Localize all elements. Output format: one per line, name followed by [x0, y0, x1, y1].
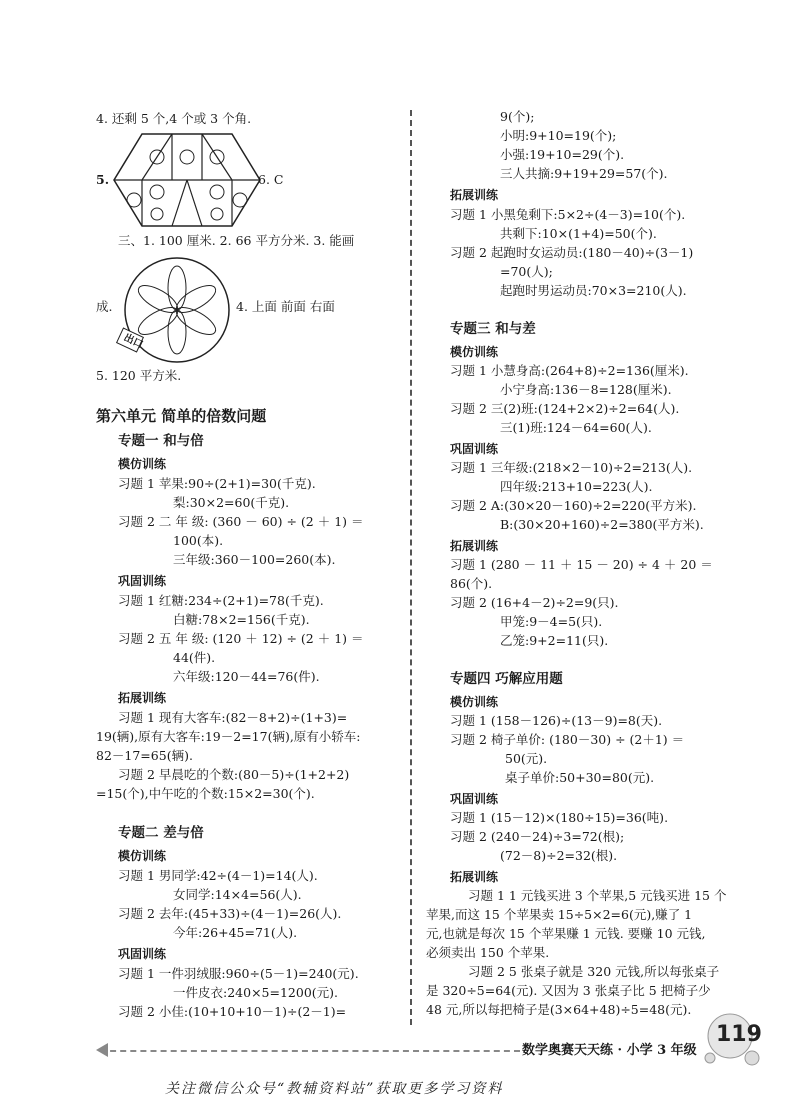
text-line: 三年级:360－100=260(本). — [173, 552, 336, 567]
text-line: 习题 2 5 张桌子就是 320 元钱,所以每张桌子 — [468, 964, 720, 979]
flower-circle-figure — [115, 254, 235, 374]
text-line: 习题 2 A:(30×20－160)÷2=220(平方米). — [450, 498, 697, 513]
section-label: 拓展训练 — [450, 539, 499, 553]
text-line: 习题 1 1 元钱买进 3 个苹果,5 元钱买进 15 个 — [468, 888, 727, 903]
text-line: 习题 1 (15－12)×(180÷15)=36(吨). — [450, 810, 669, 825]
exit-label: 出口 — [121, 332, 145, 351]
text-line: 三(1)班:124－64=60(人). — [500, 420, 652, 435]
text-line: 习题 2 去年:(45+33)÷(4－1)=26(人). — [118, 906, 342, 921]
section-label: 模仿训练 — [450, 695, 499, 709]
text-line: 起跑时男运动员:70×3=210(人). — [500, 283, 687, 298]
text-line: =15(个),中午吃的个数:15×2=30(个). — [96, 786, 315, 801]
text-line: 必须卖出 150 个苹果. — [426, 945, 550, 960]
book-title: 数学奥赛天天练 · 小学 3 年级 — [522, 1043, 697, 1058]
text-line: 今年:26+45=71(人). — [173, 925, 298, 940]
text-line: 50(元). — [505, 751, 548, 766]
topic-4-title: 专题四 巧解应用题 — [450, 671, 563, 687]
text-line: 桌子单价:50+30=80(元). — [505, 770, 655, 785]
text-line: 小宁身高:136－8=128(厘米). — [500, 382, 672, 397]
text-line: B:(30×20+160)÷2=380(平方米). — [500, 517, 704, 532]
column-divider — [410, 110, 412, 1025]
text-line: 共剩下:10×(1+4)=50(个). — [500, 226, 657, 241]
topic-1-title: 专题一 和与倍 — [118, 433, 204, 449]
section-label: 模仿训练 — [450, 345, 499, 359]
text-line: 习题 1 红糖:234÷(2+1)=78(千克). — [118, 593, 324, 608]
text-line: 苹果,而这 15 个苹果卖 15÷5×2=6(元),赚了 1 — [426, 907, 693, 922]
text-line: 习题 2 早晨吃的个数:(80－5)÷(1+2+2) — [118, 767, 350, 782]
text-line: 86(个). — [450, 576, 493, 591]
text-line: (72－8)÷2=32(根). — [500, 848, 618, 863]
text-line: 习题 1 三年级:(218×2－10)÷2=213(人). — [450, 460, 693, 475]
text-line: 习题 2 (16+4－2)÷2=9(只). — [450, 595, 619, 610]
section-label: 模仿训练 — [118, 457, 167, 471]
text-line: 习题 2 三(2)班:(124+2×2)÷2=64(人). — [450, 401, 680, 416]
text-line: 习题 2 二 年 级: (360 － 60) ÷ (2 ＋ 1) ＝ — [118, 514, 364, 529]
footer-note: 关注微信公众号“教辅资料站”获取更多学习资料 — [165, 1081, 504, 1097]
text-line: 19(辆),原有大客车:19－2=17(辆),原有小轿车: — [96, 729, 361, 744]
text-line: 元,也就是每次 15 个苹果赚 1 元钱. 要赚 10 元钱, — [426, 926, 706, 941]
answer-4b: 4. 上面 前面 右面 — [236, 299, 335, 314]
unit-title: 第六单元 简单的倍数问题 — [96, 407, 267, 425]
page-number: 119 — [716, 1022, 762, 1047]
text-line: 82－17=65(辆). — [96, 748, 193, 763]
text-line: 梨:30×2=60(千克). — [173, 495, 290, 510]
text-line: 习题 1 一件羽绒服:960÷(5－1)=240(元). — [118, 966, 359, 981]
text-line: 44(件). — [173, 650, 216, 665]
section-label: 巩固训练 — [450, 442, 499, 456]
answer-4: 4. 还剩 5 个,4 个或 3 个角. — [96, 111, 252, 126]
text-line: 小强:19+10=29(个). — [500, 147, 625, 162]
text-line: 乙笼:9+2=11(只). — [500, 633, 609, 648]
text-line: 习题 1 男同学:42÷(4－1)=14(人). — [118, 868, 318, 883]
text-line: 习题 2 小佳:(10+10+10－1)÷(2－1)= — [118, 1004, 347, 1019]
text-line: 习题 1 小慧身高:(264+8)÷2=136(厘米). — [450, 363, 689, 378]
text-line: 三人共摘:9+19+29=57(个). — [500, 166, 668, 181]
text-line: 小明:9+10=19(个); — [500, 128, 617, 143]
text-line: 白糖:78×2=156(千克). — [173, 612, 310, 627]
footer-dashed-line — [100, 1050, 520, 1052]
text-line: 女同学:14×4=56(人). — [173, 887, 302, 902]
topic-3-title: 专题三 和与差 — [450, 321, 536, 337]
text-line: 习题 2 五 年 级: (120 ＋ 12) ÷ (2 ＋ 1) ＝ — [118, 631, 364, 646]
text-line: 9(个); — [500, 109, 535, 124]
text-line: =70(人); — [500, 264, 553, 279]
text-line: 习题 1 现有大客车:(82－8+2)÷(1+3)= — [118, 710, 348, 725]
answer-5b: 5. 120 平方米. — [96, 368, 182, 383]
section-label: 巩固训练 — [450, 792, 499, 806]
topic-2-title: 专题二 差与倍 — [118, 825, 204, 841]
text-line: 习题 1 苹果:90÷(2+1)=30(千克). — [118, 476, 316, 491]
section-label: 拓展训练 — [118, 691, 167, 705]
text-line: 习题 2 椅子单价: (180－30) ÷ (2＋1) ＝ — [450, 732, 685, 747]
section-label: 巩固训练 — [118, 947, 167, 961]
text-line: 习题 1 (280 － 11 ＋ 15 － 20) ÷ 4 ＋ 20 ＝ — [450, 557, 713, 572]
answer-6: 6. C — [258, 172, 284, 187]
section-label: 拓展训练 — [450, 870, 499, 884]
text-line: 习题 2 (240－24)÷3=72(根); — [450, 829, 625, 844]
text-line: 一件皮衣:240×5=1200(元). — [173, 985, 339, 1000]
text-line: 48 元,所以每把椅子是(3×64+48)÷5=48(元). — [426, 1002, 692, 1017]
text-line: 六年级:120－44=76(件). — [173, 669, 320, 684]
section-label: 模仿训练 — [118, 849, 167, 863]
text-line: 习题 1 (158－126)÷(13－9)=8(天). — [450, 713, 663, 728]
text-line: 100(本). — [173, 533, 224, 548]
section-label: 拓展训练 — [450, 188, 499, 202]
text-line: 四年级:213+10=223(人). — [500, 479, 653, 494]
text-line: 甲笼:9－4=5(只). — [500, 614, 603, 629]
section-label: 巩固训练 — [118, 574, 167, 588]
section-3: 三、1. 100 厘米. 2. 66 平方分米. 3. 能画 — [118, 233, 355, 248]
text-line: 习题 1 小黑兔剩下:5×2÷(4－3)=10(个). — [450, 207, 686, 222]
answer-5: 5. — [96, 172, 110, 187]
text-line: 是 320÷5=64(元). 又因为 3 张桌子比 5 把椅子少 — [426, 983, 711, 998]
cheng-text: 成. — [96, 299, 113, 314]
hexagon-figure — [112, 132, 262, 228]
text-line: 习题 2 起跑时女运动员:(180－40)÷(3－1) — [450, 245, 694, 260]
